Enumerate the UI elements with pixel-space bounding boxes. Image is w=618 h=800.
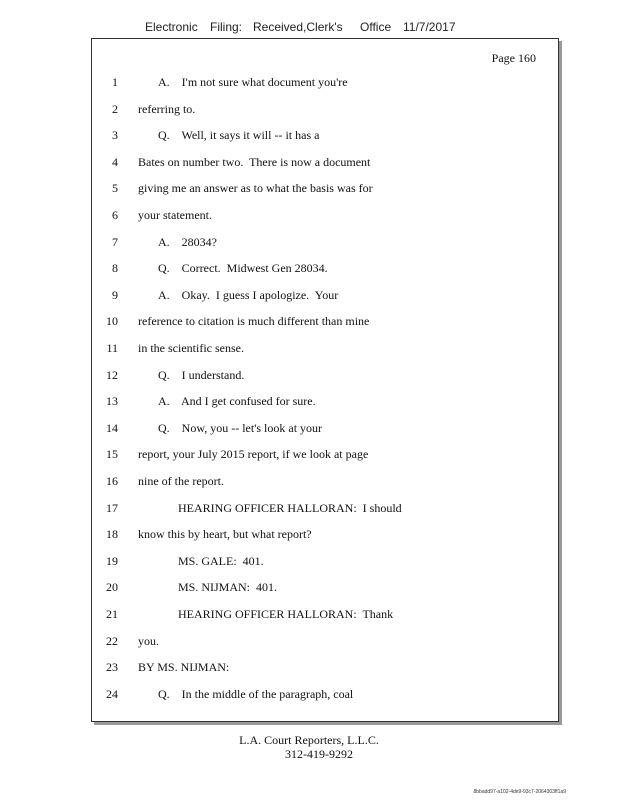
line-text: referring to. [138,101,196,116]
line-text: Q. I understand. [158,367,245,382]
transcript-line [92,552,558,570]
line-text: Q. Correct. Midwest Gen 28034. [158,261,328,276]
line-number: 16 [106,474,118,488]
line-number: 4 [112,154,118,169]
transcript-line [92,233,558,251]
line-number: 21 [106,607,118,621]
footer [0,733,618,761]
transcript-line [92,472,558,490]
transcript-line [92,632,558,650]
transcript-line [92,419,558,437]
line-number: 20 [106,580,118,595]
line-number: 17 [106,500,118,515]
transcript-line [92,339,558,357]
line-text: know this by heart, but what report? [138,527,312,542]
line-text: report, your July 2015 report, if we look at page [138,447,369,462]
line-text: nine of the report. [138,474,224,488]
transcript-line [92,605,558,623]
line-number: 22 [106,633,118,648]
transcript-line [92,312,558,330]
line-number: 18 [106,527,118,542]
transcript-line [92,179,558,197]
line-number: 12 [106,367,118,382]
line-number: 3 [112,128,118,143]
line-text: A. 28034? [158,234,217,249]
transcript-line [92,100,558,118]
transcript-line [92,658,558,676]
line-number: 19 [106,553,118,568]
line-text: HEARING OFFICER HALLORAN: I should [178,500,402,515]
page-number: Page 160 [491,51,536,65]
line-text: your statement. [138,208,212,222]
line-text: Bates on number two. There is now a document [138,154,371,169]
line-text: A. Okay. I guess I apologize. Your [158,287,339,302]
line-text: Q. In the middle of the paragraph, coal [158,686,354,701]
line-text: you. [138,633,159,648]
stamp-filing: Filing: [210,20,243,34]
line-number: 14 [106,420,118,435]
transcript-line [92,499,558,517]
line-number: 6 [112,208,118,222]
line-number: 23 [106,660,118,675]
line-number: 10 [106,314,118,329]
reporter-phone: 312-419-9292 [285,747,353,761]
transcript-line [92,259,558,277]
line-text: BY MS. NIJMAN: [138,660,230,675]
line-number: 9 [112,287,118,302]
line-text: A. I'm not sure what document you're [158,75,348,89]
line-number: 8 [112,261,118,276]
line-text: reference to citation is much different than mine [138,314,370,329]
transcript-line [92,73,558,91]
transcript-line [92,153,558,171]
line-number: 24 [106,686,118,701]
line-text: Q. Now, you -- let's look at your [158,420,323,435]
line-text: MS. NIJMAN: 401. [178,580,278,595]
line-text: Q. Well, it says it will -- it has a [158,128,320,143]
line-number: 5 [112,181,118,196]
stamp-electronic: Electronic [145,20,198,34]
transcript-line [92,525,558,543]
line-text: MS. GALE: 401. [178,553,264,568]
transcript-line [92,126,558,144]
line-number: 7 [112,234,118,249]
transcript-line [92,286,558,304]
line-text: giving me an answer as to what the basis was for [138,181,373,196]
line-number: 13 [106,394,118,409]
line-text: HEARING OFFICER HALLORAN: Thank [178,607,394,621]
stamp-office: Office [360,20,392,34]
line-text: A. And I get confused for sure. [158,394,316,409]
line-number: 2 [112,101,118,116]
transcript-line [92,685,558,703]
transcript-line [92,392,558,410]
line-number: 1 [112,75,118,89]
transcript-line [92,445,558,463]
reporter-company: L.A. Court Reporters, L.L.C. [239,733,379,747]
transcript-page [91,38,559,722]
line-text: in the scientific sense. [138,341,244,355]
transcript-line [92,206,558,224]
line-number: 15 [106,447,118,462]
line-number: 11 [106,341,118,355]
stamp-date: 11/7/2017 [403,20,456,34]
stamp-received: Received,Clerk's [253,20,343,34]
document-hash: 8bbadd97-a102-4de9-93c7-2064303ff1a9 [473,789,566,795]
transcript-line [92,578,558,596]
transcript-line [92,366,558,384]
